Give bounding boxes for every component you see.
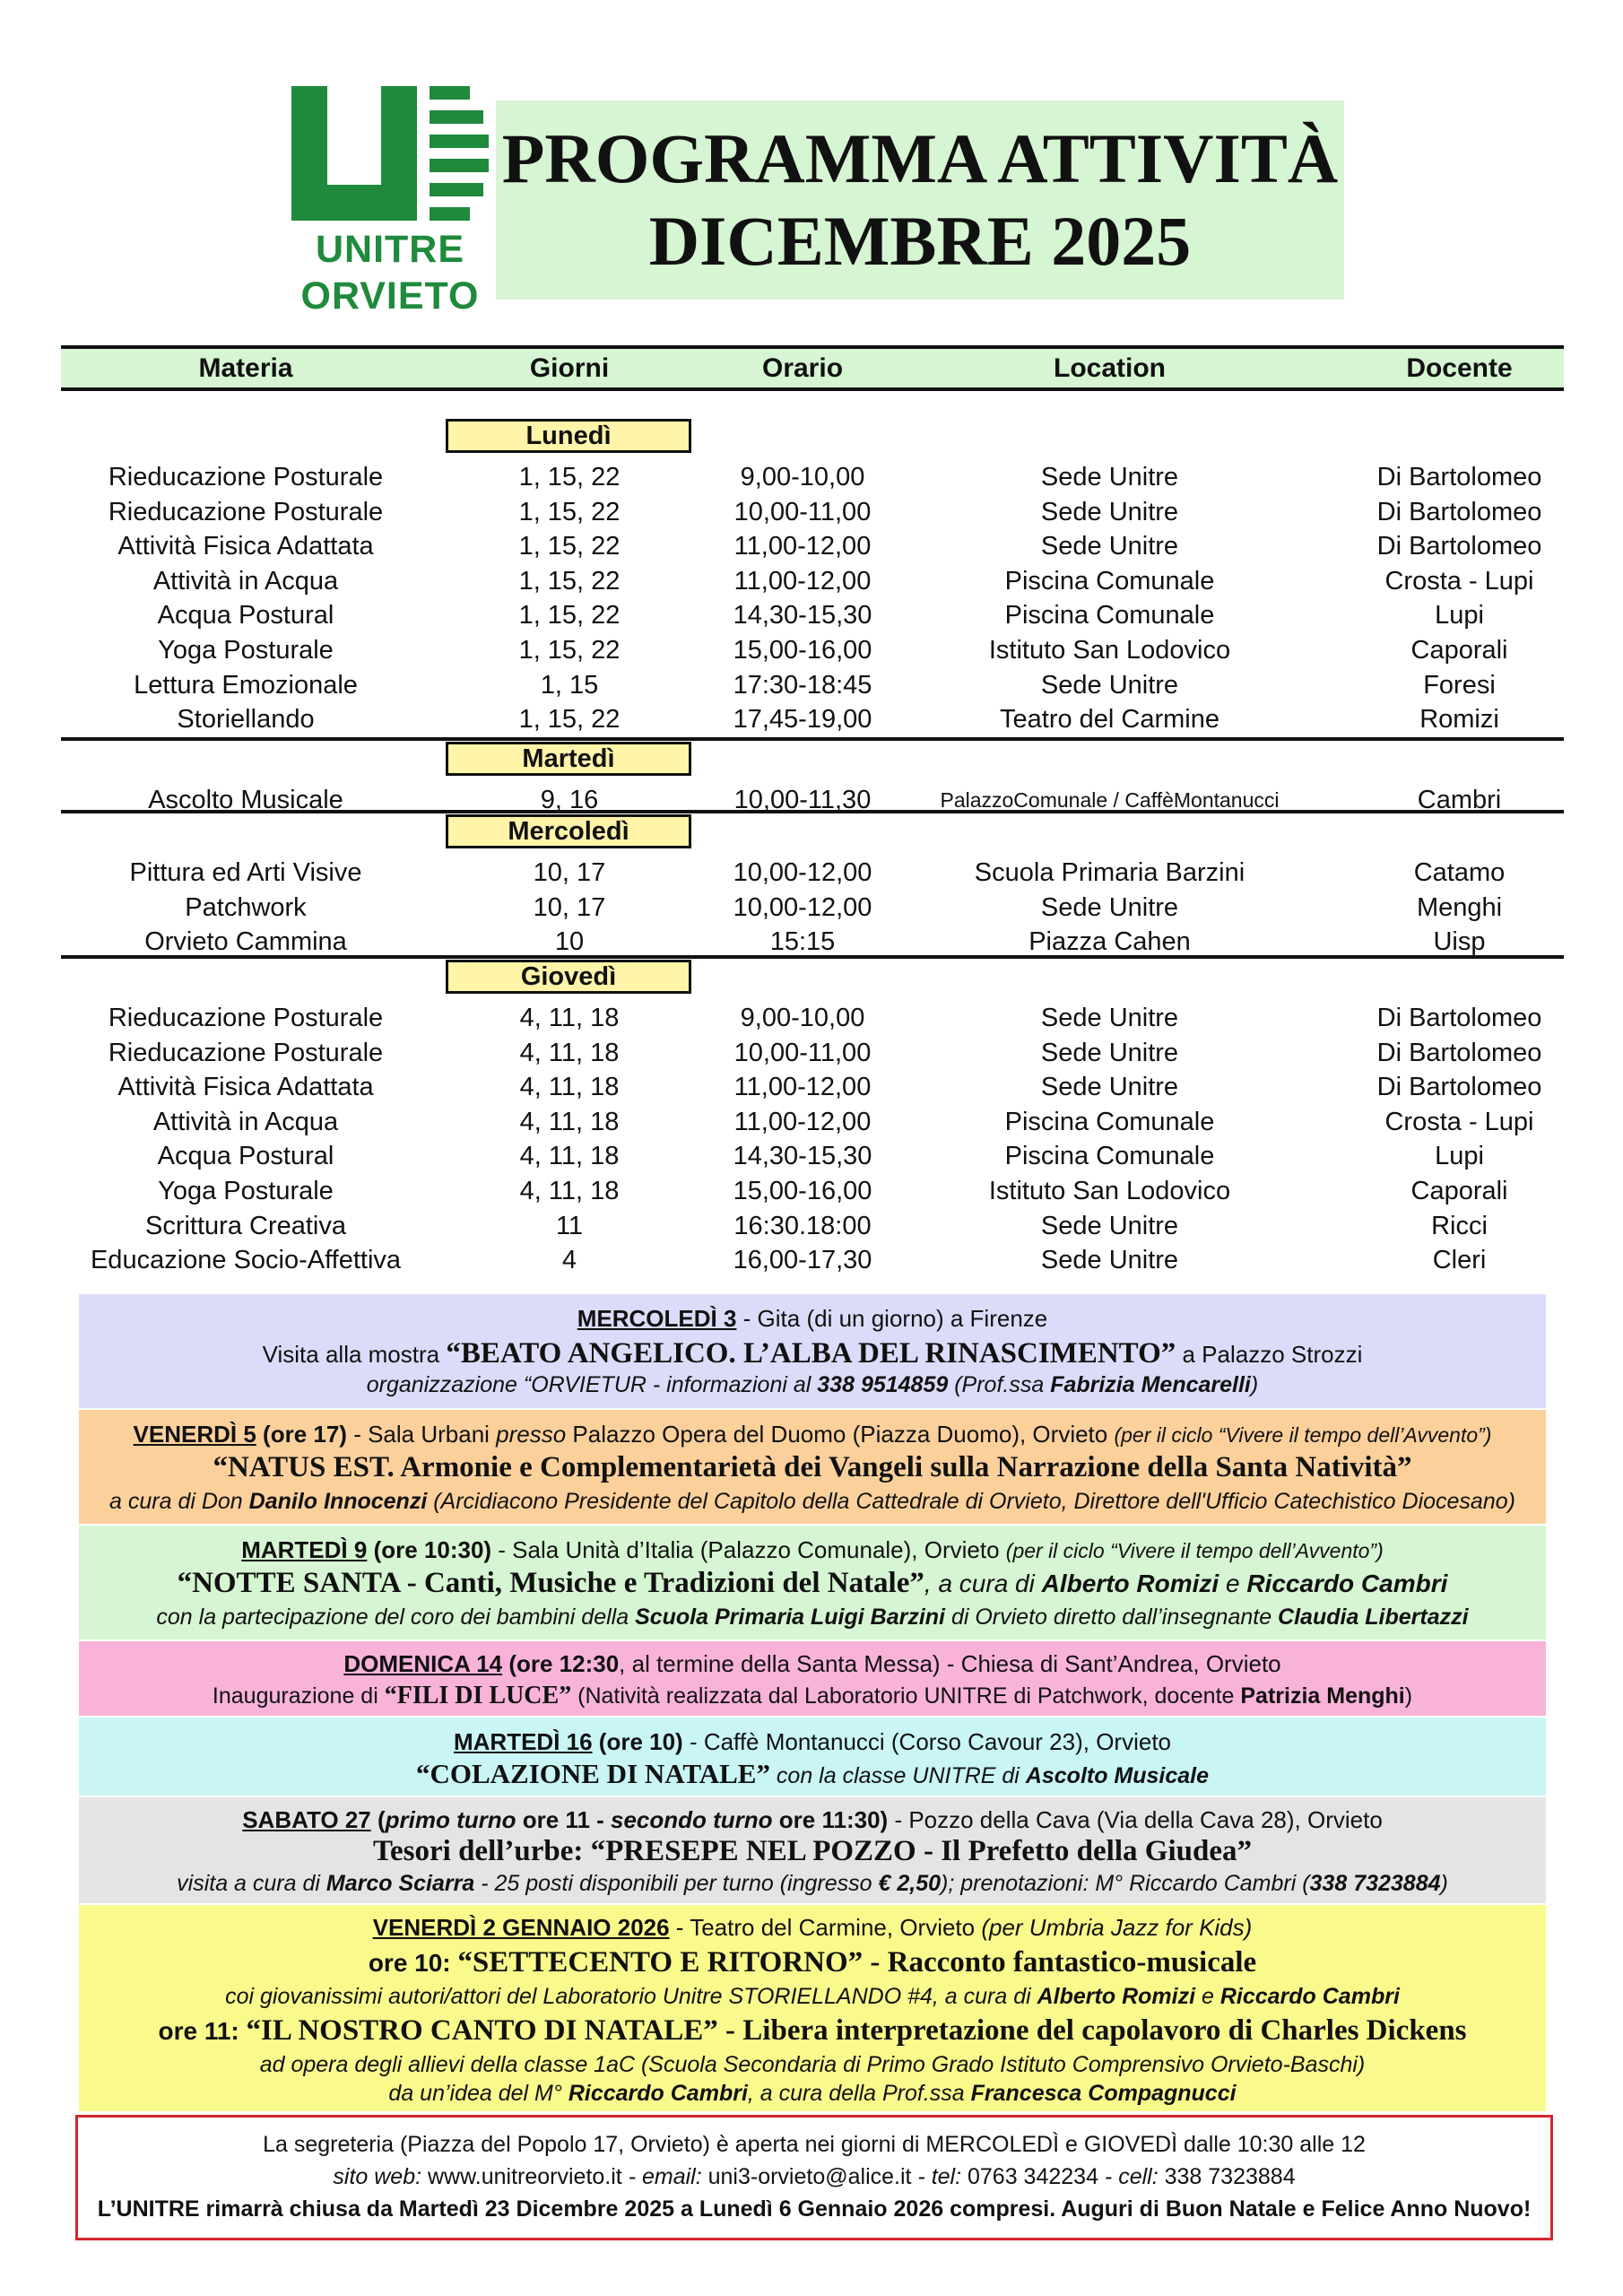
cell-location: Sede Unitre [1040, 1073, 1179, 1102]
cell-docente: Di Bartolomeo [1376, 463, 1542, 491]
cell-docente: Ricci [1431, 1211, 1488, 1240]
footer-text: sito web: [333, 2164, 428, 2189]
event-text: Ascolto Musicale [1025, 1763, 1210, 1788]
event-person: Claudia Libertazzi [1278, 1605, 1469, 1630]
cell-docente: Lupi [1435, 601, 1484, 631]
event-person: Alberto Romizi [1037, 1984, 1196, 2009]
day-divider [61, 955, 1564, 959]
cell-materia: Acqua Postural [157, 1142, 334, 1171]
event-text: e [1219, 1570, 1247, 1597]
event-text: a cura di Don [109, 1489, 249, 1514]
cell-location: Piazza Cahen [1028, 927, 1191, 957]
event-line [79, 1682, 1546, 1710]
event-title: “SETTECENTO E RITORNO” - Racconto fantastico-musicale [457, 1946, 1257, 1979]
cell-giorni: 1, 15, 22 [518, 497, 621, 526]
logo-text-unitre: UNITRE [315, 228, 465, 271]
event-person: Francesca Compagnucci [970, 2081, 1237, 2106]
schedule-row [0, 529, 1623, 563]
cell-number: 338 7323884 [1164, 2164, 1296, 2189]
cell-materia: Rieducazione Posturale [108, 463, 384, 491]
schedule-row [0, 891, 1623, 925]
schedule-row [0, 495, 1623, 529]
event-line [79, 1489, 1546, 1515]
cell-giorni: 1, 15, 22 [518, 566, 621, 596]
event-line [79, 1871, 1546, 1897]
event-person: Riccardo Cambri [568, 2081, 748, 2106]
event-text: secondo turno [611, 1806, 773, 1833]
cell-materia: Lettura Emozionale [134, 670, 358, 700]
event-text: (per Umbria Jazz for Kids) [981, 1914, 1253, 1941]
cell-materia: Yoga Posturale [158, 636, 334, 665]
event-date: MARTEDÌ 16 [453, 1728, 593, 1755]
cell-giorni: 1, 15 [540, 670, 599, 700]
event-date: MARTEDÌ 9 [241, 1536, 368, 1563]
column-header-materia: Materia [198, 353, 293, 383]
cell-docente: Di Bartolomeo [1376, 497, 1542, 526]
cell-orario: 10,00-12,00 [733, 892, 872, 922]
event-text: ( [370, 1806, 386, 1833]
cell-docente: Romizi [1419, 705, 1499, 735]
event-line [79, 2014, 1546, 2048]
column-header-giorni: Giorni [529, 353, 610, 383]
event-text: - 25 posti disponibili per turno (ingresso [474, 1871, 879, 1896]
event-text: (per il ciclo “Vivere il tempo dell’Avvento”) [1114, 1423, 1492, 1447]
day-label: Mercoledì [446, 814, 691, 848]
cell-giorni: 10, 17 [533, 858, 606, 887]
cell-materia: Pittura ed Arti Visive [129, 858, 362, 887]
cell-materia: Acqua Postural [157, 601, 334, 631]
day-label: Martedì [446, 742, 691, 776]
cell-orario: 11,00-12,00 [733, 1073, 872, 1102]
cell-orario: 16:30.18:00 [733, 1211, 872, 1240]
event-text: di Orvieto diretto dall’insegnante [945, 1605, 1279, 1630]
event-line [79, 1650, 1546, 1678]
cell-docente: Menghi [1416, 892, 1503, 922]
cell-orario: 16,00-17,30 [733, 1246, 872, 1275]
cell-location: Sede Unitre [1040, 1246, 1179, 1275]
event-text: - Chiesa di Sant’Andrea, Orvieto [940, 1650, 1281, 1677]
cell-location: Teatro del Carmine [1000, 705, 1219, 735]
event-line [79, 2081, 1546, 2107]
cell-materia: Orvieto Cammina [144, 927, 347, 957]
event-text: ); prenotazioni: M° Riccardo Cambri ( [941, 1871, 1310, 1896]
cell-giorni: 1, 15, 22 [518, 636, 621, 665]
event-line [79, 1758, 1546, 1790]
event-date: MERCOLEDÌ 3 [577, 1305, 737, 1332]
footer-contacts [78, 2164, 1550, 2190]
cell-location: Scuola Primaria Barzini [974, 858, 1245, 887]
event-text: con la classe UNITRE di [769, 1763, 1026, 1788]
event-text: ) [1250, 1372, 1259, 1397]
event-date: VENERDÌ 2 GENNAIO 2026 [372, 1914, 670, 1941]
cell-location: Sede Unitre [1040, 892, 1179, 922]
event-line [79, 1305, 1546, 1333]
event-line [79, 1536, 1546, 1564]
cell-orario: 9,00-10,00 [740, 1004, 865, 1032]
event-text: ) [1404, 1683, 1413, 1709]
event-martedi-16 [79, 1718, 1546, 1796]
cell-docente: Foresi [1423, 670, 1496, 700]
cell-location: Sede Unitre [1040, 1038, 1179, 1067]
cell-docente: Caporali [1410, 636, 1508, 665]
schedule-row [0, 1174, 1623, 1208]
phone-number: 0763 342234 [968, 2164, 1098, 2189]
cell-location: Istituto San Lodovico [988, 636, 1231, 665]
cell-orario: 14,30-15,30 [733, 601, 872, 631]
cell-location: Sede Unitre [1040, 1211, 1179, 1240]
event-line [79, 1372, 1546, 1398]
event-text: - Caffè Montanucci (Corso Cavour 23), Orvieto [682, 1728, 1172, 1755]
cell-giorni: 1, 15, 22 [518, 601, 621, 631]
event-time: (ore 12:30 [502, 1650, 620, 1677]
event-text: , al termine della Santa Messa) [619, 1650, 941, 1677]
event-title: “BEATO ANGELICO. L’ALBA DEL RINASCIMENTO” [446, 1337, 1176, 1370]
event-title: “IL NOSTRO CANTO DI NATALE” - Libera interpretazione del capolavoro di Charles Dickens [246, 2014, 1467, 2047]
cell-docente: Lupi [1435, 1142, 1484, 1171]
cell-materia: Storiellando [177, 705, 315, 735]
column-header-location: Location [1054, 353, 1166, 383]
schedule-row [0, 564, 1623, 598]
cell-docente: Di Bartolomeo [1376, 1038, 1542, 1067]
event-text: , a cura della Prof.ssa [747, 2081, 971, 2106]
cell-giorni: 1, 15, 22 [518, 705, 621, 735]
cell-orario: 10,00-11,30 [733, 786, 872, 814]
schedule-row [0, 633, 1623, 667]
event-text: coi giovanissimi autori/attori del Laboratorio Unitre STORIELLANDO #4, a cura di [225, 1984, 1037, 2009]
day-divider [61, 737, 1564, 741]
title-line-2: DICEMBRE 2025 [648, 202, 1192, 280]
event-date: DOMENICA 14 [343, 1650, 503, 1677]
cell-materia: Ascolto Musicale [148, 786, 343, 814]
event-title: “FILI DI LUCE” [384, 1682, 572, 1709]
event-venerdi-5 [79, 1410, 1546, 1524]
cell-location: Sede Unitre [1040, 463, 1179, 491]
cell-giorni: 4, 11, 18 [519, 1038, 620, 1067]
footer-closure-notice: L’UNITRE rimarrà chiusa da Martedì 23 Dicembre 2025 a Lunedì 6 Gennaio 2026 compresi. Auguri di Buon Natale e Felice Anno Nuovo! [97, 2196, 1532, 2222]
event-text: (per il ciclo “Vivere il tempo dell’Avvento”) [1005, 1539, 1384, 1562]
event-time: ore 10: [368, 1949, 458, 1977]
event-line [79, 1605, 1546, 1631]
cell-materia: Yoga Posturale [158, 1177, 334, 1205]
cell-orario: 11,00-12,00 [733, 566, 872, 596]
event-text: , a cura di [924, 1570, 1042, 1597]
schedule-row [0, 1105, 1623, 1139]
cell-location: Sede Unitre [1040, 532, 1179, 561]
event-time: (ore 10) [592, 1728, 683, 1755]
cell-location: Piscina Comunale [1004, 1107, 1215, 1136]
event-text: a Palazzo Strozzi [1176, 1341, 1363, 1368]
event-text: Inaugurazione di [212, 1683, 385, 1709]
cell-docente: Catamo [1413, 858, 1506, 887]
schedule-row [0, 1070, 1623, 1104]
event-text: organizzazione “ORVIETUR - informazioni al [366, 1372, 818, 1397]
cell-giorni: 4, 11, 18 [519, 1073, 620, 1102]
event-text: Visita alla mostra [262, 1341, 447, 1368]
cell-giorni: 10 [554, 927, 585, 957]
footer-text: - email: [621, 2164, 708, 2189]
event-title: “NOTTE SANTA - Canti, Musiche e Tradizioni del Natale” [177, 1567, 924, 1599]
cell-location: Piscina Comunale [1004, 601, 1215, 631]
event-line [79, 1946, 1546, 1979]
cell-materia: Attività Fisica Adattata [117, 1073, 374, 1102]
cell-materia: Scrittura Creativa [144, 1211, 346, 1240]
event-title: Tesori dell’urbe: “PRESEPE NEL POZZO - Il Prefetto della Giudea” [373, 1835, 1252, 1867]
event-line: ad opera degli allievi della classe 1aC (Scuola Secondaria di Primo Grado Istituto Comprensivo Orvieto-Baschi) [259, 2052, 1366, 2077]
event-text: - Teatro del Carmine, Orvieto [669, 1914, 982, 1941]
event-person: Danilo Innocenzi [248, 1489, 428, 1514]
cell-location: Sede Unitre [1040, 497, 1179, 526]
cell-giorni: 4, 11, 18 [519, 1142, 620, 1171]
cell-docente: Crosta - Lupi [1384, 1107, 1534, 1136]
cell-location: Sede Unitre [1040, 1004, 1179, 1032]
cell-materia: Patchwork [185, 892, 307, 922]
cell-materia: Rieducazione Posturale [108, 1004, 384, 1032]
cell-materia: Rieducazione Posturale [108, 1038, 384, 1067]
event-phone: 338 7323884 [1309, 1871, 1441, 1896]
event-mercoledi-3 [79, 1294, 1546, 1408]
event-text: Scuola Primaria Luigi Barzini [635, 1605, 945, 1630]
cell-docente: Di Bartolomeo [1376, 1073, 1542, 1102]
cell-giorni: 11 [555, 1211, 584, 1240]
event-venerdi-2-gennaio [79, 1905, 1546, 2111]
cell-materia: Rieducazione Posturale [108, 497, 384, 526]
event-text: Palazzo Opera del Duomo (Piazza Duomo), Orvieto [566, 1421, 1115, 1448]
event-text: - Sala Unità d’Italia (Palazzo Comunale), Orvieto [491, 1536, 1006, 1563]
event-text: (Arcidiacono Presidente del Capitolo della Cattedrale di Orvieto, Direttore dell'Ufficio Catechistico Diocesano) [427, 1489, 1515, 1514]
cell-materia: Attività in Acqua [152, 566, 339, 596]
event-time: (ore 10:30) [367, 1536, 492, 1563]
event-line [79, 1806, 1546, 1834]
cell-materia: Attività in Acqua [152, 1107, 339, 1136]
schedule-row [0, 925, 1623, 959]
cell-materia: Attività Fisica Adattata [117, 532, 374, 561]
event-text: da un’idea del M° [388, 2081, 568, 2106]
event-text: primo turno [385, 1806, 516, 1833]
event-date: SABATO 27 [242, 1806, 371, 1833]
cell-docente: Di Bartolomeo [1376, 1004, 1542, 1032]
cell-giorni: 1, 15, 22 [518, 532, 621, 561]
event-phone: 338 9514859 [817, 1372, 949, 1397]
event-text: (Prof.ssa [948, 1372, 1051, 1397]
event-sabato-27 [79, 1797, 1546, 1903]
event-text: (Natività realizzata dal Laboratorio UNITRE di Patchwork, docente [571, 1683, 1241, 1709]
footer-box [75, 2115, 1553, 2240]
event-title: “NATUS EST. Armonie e Complementarietà dei Vangeli sulla Narrazione della Santa Natività” [213, 1451, 1412, 1483]
cell-docente: Cambri [1417, 786, 1502, 814]
cell-orario: 9,00-10,00 [740, 463, 865, 491]
event-martedi-9 [79, 1526, 1546, 1639]
cell-docente: Cleri [1432, 1246, 1487, 1275]
event-person: Patrizia Menghi [1240, 1683, 1405, 1709]
event-text: con la partecipazione del coro dei bambini della [156, 1605, 636, 1630]
cell-giorni: 4, 11, 18 [519, 1177, 620, 1205]
cell-location: Piscina Comunale [1004, 1142, 1215, 1171]
day-divider [61, 810, 1564, 813]
schedule-row [0, 1243, 1623, 1277]
event-line [79, 1728, 1546, 1756]
schedule-row [0, 668, 1623, 702]
schedule-row [0, 856, 1623, 890]
footer-text: - tel: [911, 2164, 968, 2189]
event-time: ore 11:30) [772, 1806, 889, 1833]
cell-orario: 14,30-15,30 [733, 1142, 872, 1171]
event-date: VENERDÌ 5 [133, 1421, 256, 1448]
cell-location: PalazzoComunale / CaffèMontanucci [940, 788, 1280, 812]
schedule-row [0, 1209, 1623, 1243]
event-text: - Gita (di un giorno) a Firenze [736, 1305, 1048, 1332]
event-line [79, 1337, 1546, 1370]
event-person: Fabrizia Mencarelli [1050, 1372, 1251, 1397]
title-line-1: PROGRAMMA ATTIVITÀ [501, 119, 1339, 197]
event-time: (ore 17) [256, 1421, 347, 1448]
schedule-row [0, 1036, 1623, 1070]
cell-giorni: 10, 17 [533, 892, 606, 922]
cell-location: Piscina Comunale [1004, 566, 1215, 596]
event-person: Alberto Romizi [1041, 1570, 1219, 1597]
event-text: presso [496, 1421, 567, 1448]
logo-text-orvieto: ORVIETO [300, 274, 480, 317]
cell-giorni: 1, 15, 22 [518, 463, 621, 491]
event-title: “COLAZIONE DI NATALE” [415, 1758, 770, 1789]
event-line [79, 1567, 1546, 1600]
cell-docente: Caporali [1410, 1177, 1508, 1205]
cell-orario: 11,00-12,00 [733, 1107, 872, 1136]
cell-materia: Educazione Socio-Affettiva [90, 1246, 402, 1275]
website-link[interactable]: www.unitreorvieto.it [428, 2164, 622, 2189]
event-domenica-14 [79, 1641, 1546, 1716]
event-text: e [1195, 1984, 1220, 2009]
cell-location: Sede Unitre [1040, 670, 1179, 700]
schedule-row [0, 702, 1623, 736]
cell-giorni: 4, 11, 18 [519, 1004, 620, 1032]
cell-docente: Di Bartolomeo [1376, 532, 1542, 561]
day-label: Lunedì [446, 419, 691, 453]
event-text: - Sala Urbani [346, 1421, 497, 1448]
cell-orario: 11,00-12,00 [733, 532, 872, 561]
cell-orario: 15:15 [769, 927, 836, 957]
event-line [79, 1914, 1546, 1942]
event-person: Marco Sciarra [325, 1871, 475, 1896]
column-header-orario: Orario [761, 353, 844, 383]
event-text: ) [1440, 1871, 1448, 1896]
cell-giorni: 4 [561, 1246, 577, 1275]
footer-office-hours: La segreteria (Piazza del Popolo 17, Orvieto) è aperta nei giorni di MERCOLEDÌ e GIOVEDÌ dalle 10:30 alle 12 [263, 2132, 1366, 2157]
schedule-row [0, 598, 1623, 632]
cell-giorni: 9, 16 [540, 786, 599, 814]
event-time: ore 11: [158, 2017, 247, 2045]
cell-orario: 10,00-12,00 [733, 858, 872, 887]
event-person: Riccardo Cambri [1219, 1984, 1400, 2009]
cell-location: Istituto San Lodovico [988, 1177, 1231, 1205]
day-label: Giovedì [446, 960, 691, 994]
cell-docente: Crosta - Lupi [1384, 566, 1534, 596]
schedule-row [0, 1001, 1623, 1035]
cell-docente: Uisp [1433, 927, 1486, 957]
schedule-row [0, 1139, 1623, 1173]
schedule-row [0, 460, 1623, 494]
cell-orario: 17:30-18:45 [733, 670, 872, 700]
footer-text: - cell: [1098, 2164, 1165, 2189]
cell-orario: 10,00-11,00 [733, 1038, 872, 1067]
event-line [79, 1984, 1546, 2010]
event-person: Riccardo Cambri [1246, 1570, 1448, 1597]
event-time: ore 11 - [516, 1806, 612, 1833]
cell-orario: 10,00-11,00 [733, 497, 872, 526]
cell-orario: 17,45-19,00 [733, 705, 872, 735]
cell-orario: 15,00-16,00 [733, 1177, 872, 1205]
column-header-docente: Docente [1406, 353, 1513, 383]
cell-orario: 15,00-16,00 [733, 636, 872, 665]
event-price: € 2,50 [878, 1871, 942, 1896]
event-text: - Pozzo della Cava (Via della Cava 28), Orvieto [888, 1806, 1383, 1833]
event-text: visita a cura di [177, 1871, 326, 1896]
event-line [79, 1421, 1546, 1448]
cell-giorni: 4, 11, 18 [519, 1107, 620, 1136]
email-link[interactable]: uni3-orvieto@alice.it [707, 2164, 912, 2189]
